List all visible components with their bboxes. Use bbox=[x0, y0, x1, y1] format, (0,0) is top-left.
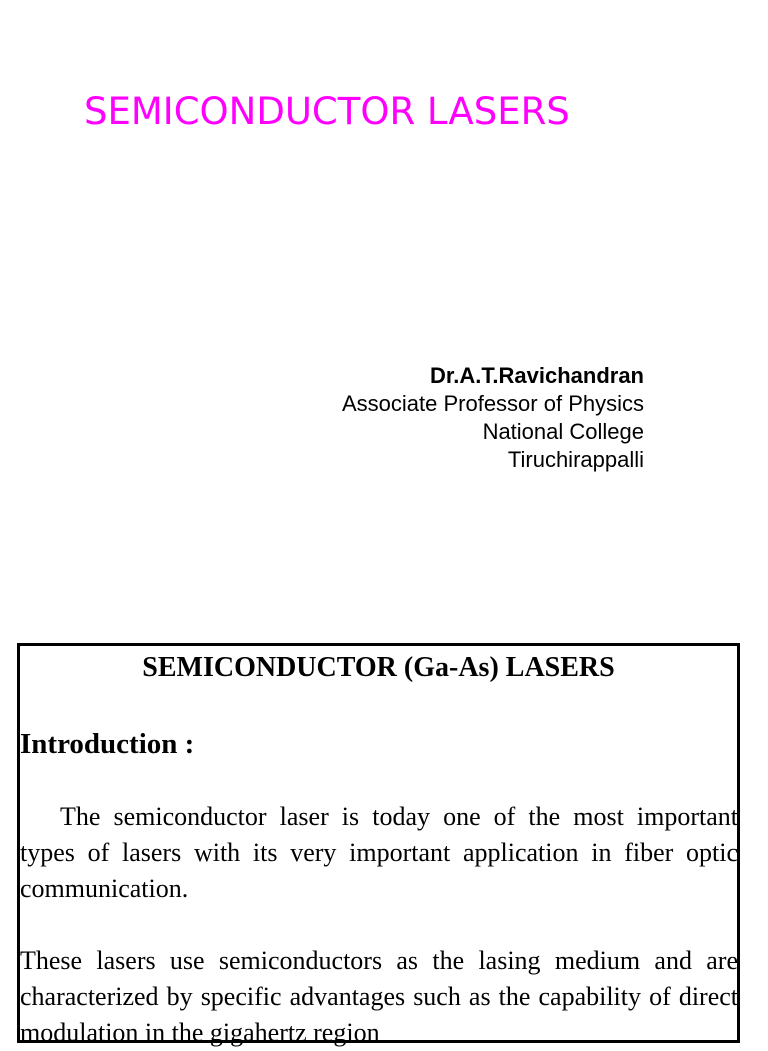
author-name: Dr.A.T.Ravichandran bbox=[430, 363, 644, 388]
author-block bbox=[342, 362, 644, 474]
introduction-heading: Introduction : bbox=[20, 728, 195, 760]
document-heading: SEMICONDUCTOR (Ga-As) LASERS bbox=[142, 652, 615, 683]
paragraph-2: These lasers use semiconductors as the lasing medium and are characterized by specific advantages such as the capability of direct modulation in the gigahertz region bbox=[20, 946, 738, 1047]
author-position: Associate Professor of Physics bbox=[341, 391, 644, 416]
slide-title: SEMICONDUCTOR LASERS bbox=[84, 90, 570, 133]
author-city: Tiruchirappalli bbox=[507, 447, 644, 472]
author-institution: National College bbox=[482, 419, 644, 444]
document-frame bbox=[17, 643, 740, 1047]
paragraph-1: The semiconductor laser is today one of the most important types of lasers with its very important application in fiber optic communication. bbox=[20, 802, 738, 903]
